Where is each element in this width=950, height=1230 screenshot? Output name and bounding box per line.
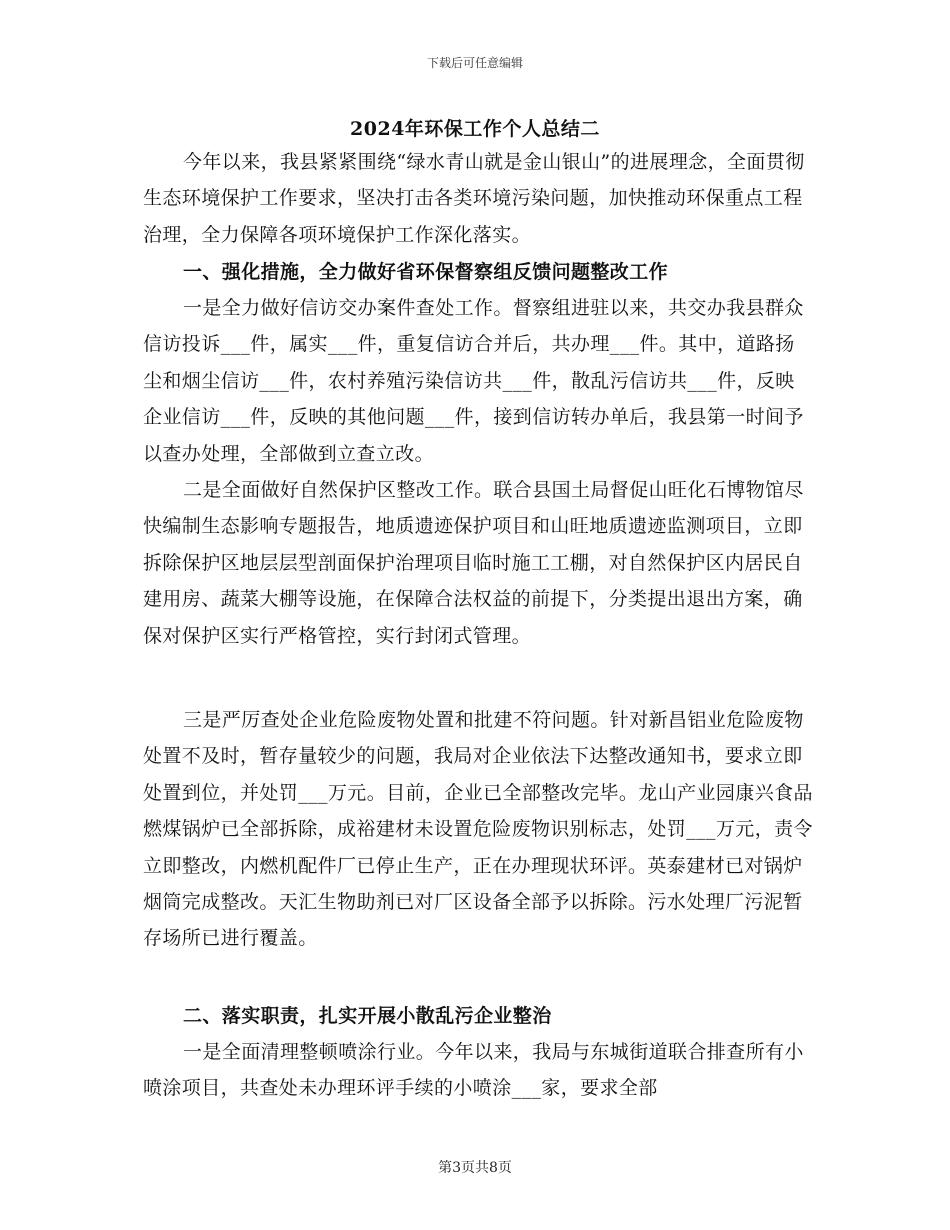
document-title: 2024年环保工作个人总结二 <box>350 118 600 140</box>
intro-paragraph: 今年以来，我县紧紧围绕“绿水青山就是金山银山”的进展理念，全面贯彻生态环境保护工作要求，坚决打击各类环境污染问题，加快推动环保重点工程治理，全力保障各项环境保护工作深化落实。 <box>143 151 805 246</box>
section1-paragraph-3: 三是严厉查处企业危险废物处置和批建不符问题。针对新昌铝业危险废物处置不及时，暂存量较少的问题，我局对企业依法下达整改通知书，要求立即处置到位，并处罚___万元。目前，企业已全部整改完毕。龙山产业园康兴食品燃煤锅炉已全部拆除，成裕建材未设置危险废物识别标志，处罚___万元，责令立即整改，内燃机配件厂已停止生产，正在办理现状环评。英泰建材已对锅炉烟筒完成整改。天汇生物助剂已对厂区设备全部予以拆除。污水处理厂污泥暂存场所已进行覆盖。 <box>143 709 813 950</box>
section1-paragraph-1: 一是全力做好信访交办案件查处工作。督察组进驻以来，共交办我县群众信访投诉___件，属实___件，重复信访合并后，共办理___件。其中，道路扬尘和烟尘信访___件，农村养殖污染信访共___件，散乱污信访共___件，反映企业信访___件，反映的其他问题___件，接到信访转办单后，我县第一时间予以查办处理，全部做到立查立改。 <box>143 297 804 465</box>
section2-paragraph-1: 一是全面清理整顿喷涂行业。今年以来，我局与东城街道联合排查所有小喷涂项目，共查处未办理环评手续的小喷涂___家，要求全部 <box>143 1041 804 1100</box>
section2-heading: 二、落实职责，扎实开展小散乱污企业整治 <box>183 1005 552 1027</box>
section1-paragraph-2: 二是全面做好自然保护区整改工作。联合县国土局督促山旺化石博物馆尽快编制生态影响专题报告，地质遗迹保护项目和山旺地质遗迹监测项目，立即拆除保护区地层层型剖面保护治理项目临时施工工棚，对自然保护区内居民自建用房、蔬菜大棚等设施，在保障合法权益的前提下，分类提出退出方案，确保对保护区实行严格管控，实行封闭式管理。 <box>143 479 804 647</box>
section1-heading: 一、强化措施，全力做好省环保督察组反馈问题整改工作 <box>183 261 669 283</box>
page-number-footer: 第3页共8页 <box>438 1160 512 1176</box>
header-note: 下载后可任意编辑 <box>426 56 523 70</box>
